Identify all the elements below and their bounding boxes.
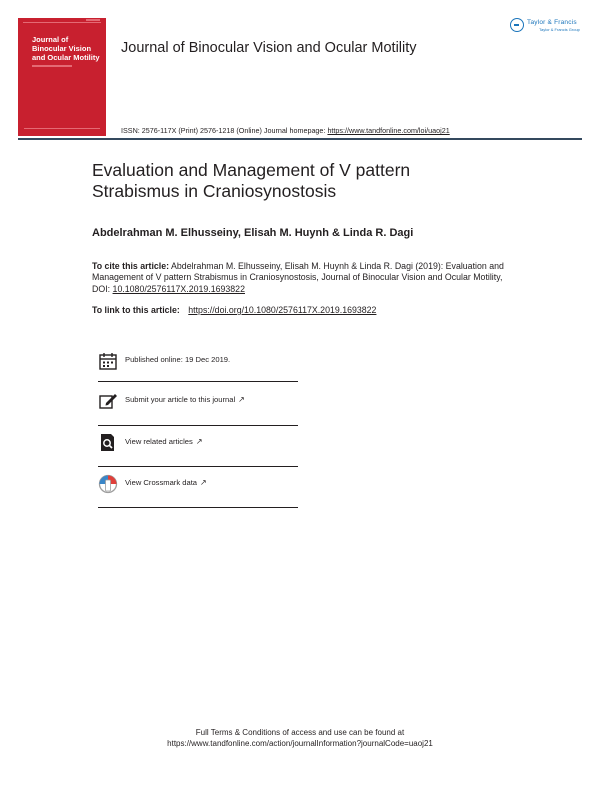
related-articles-link[interactable]	[98, 432, 298, 456]
action-divider	[98, 507, 298, 508]
citation-label: To cite this article:	[92, 261, 170, 271]
crossmark-link[interactable]	[98, 473, 298, 497]
publisher-name: Taylor & Francis	[527, 19, 577, 26]
crossmark-text	[125, 478, 207, 487]
issn-text: ISSN: 2576-117X (Print) 2576-1218 (Online) Journal homepage:	[121, 126, 326, 135]
journal-name: Journal of Binocular Vision and Ocular Motility	[121, 40, 417, 56]
citation-doi-link[interactable]: 10.1080/2576117X.2019.1693822	[112, 283, 245, 294]
action-divider	[98, 381, 298, 382]
related-articles-label: View related articles	[125, 437, 193, 446]
footer-terms-text: Full Terms & Conditions of access and use can be found at	[195, 728, 405, 737]
publisher-tagline: Taylor & Francis Group	[539, 27, 580, 32]
cover-title-line: and Ocular Motility	[32, 53, 100, 62]
cover-top-rule	[23, 22, 101, 23]
published-online-text: Published online: 19 Dec 2019.	[125, 355, 231, 364]
cover-title-line: Journal of	[32, 35, 69, 44]
external-link-icon: ↗	[238, 395, 245, 404]
article-link-block	[92, 305, 376, 315]
cover-title-line: Binocular Vision	[32, 44, 92, 53]
article-doi-url[interactable]: https://doi.org/10.1080/2576117X.2019.1693822	[188, 305, 377, 315]
issn-line	[121, 126, 450, 135]
submit-article-text	[125, 395, 245, 404]
footer	[0, 727, 600, 749]
crossmark-icon	[98, 474, 118, 494]
link-label: To link to this article:	[92, 305, 180, 315]
crossmark-label: View Crossmark data	[125, 478, 198, 487]
publisher-logo[interactable]	[510, 18, 590, 36]
action-divider	[98, 425, 298, 426]
external-link-icon: ↗	[195, 437, 203, 446]
article-title: Evaluation and Management of V pattern Strabismus in Craniosynostosis	[92, 160, 411, 201]
calendar-icon	[98, 351, 118, 371]
published-online-item	[98, 350, 298, 374]
journal-cover-thumbnail[interactable]	[18, 18, 106, 136]
external-link-icon: ↗	[200, 478, 207, 487]
cover-subtitle-rule	[32, 65, 72, 67]
journal-homepage-link[interactable]: https://www.tandfonline.com/loi/uaoj21	[327, 126, 450, 135]
submit-article-link[interactable]	[98, 390, 298, 414]
article-authors: Abdelrahman M. Elhusseiny, Elisah M. Huynh & Linda R. Dagi	[92, 227, 414, 239]
search-document-icon	[98, 433, 118, 453]
citation-text: Abdelrahman M. Elhusseiny, Elisah M. Huynh & Linda R. Dagi (2019): Evaluation and Management of V pattern Strabismus in Craniosynostosis, Journal of Binocular Vision and Ocular Motility, DOI:	[92, 261, 504, 294]
submit-article-label: Submit your article to this journal	[125, 395, 236, 404]
header-divider	[18, 138, 582, 140]
action-divider	[98, 466, 298, 467]
citation-block	[92, 261, 512, 295]
cover-bottom-rule	[24, 128, 100, 131]
edit-icon	[98, 391, 118, 411]
cover-volume-tag	[86, 19, 100, 21]
footer-terms-url[interactable]: https://www.tandfonline.com/action/journalInformation?journalCode=uaoj21	[167, 739, 433, 748]
related-articles-text	[125, 437, 203, 446]
cover-title	[32, 35, 102, 62]
publisher-logo-icon	[510, 18, 524, 32]
